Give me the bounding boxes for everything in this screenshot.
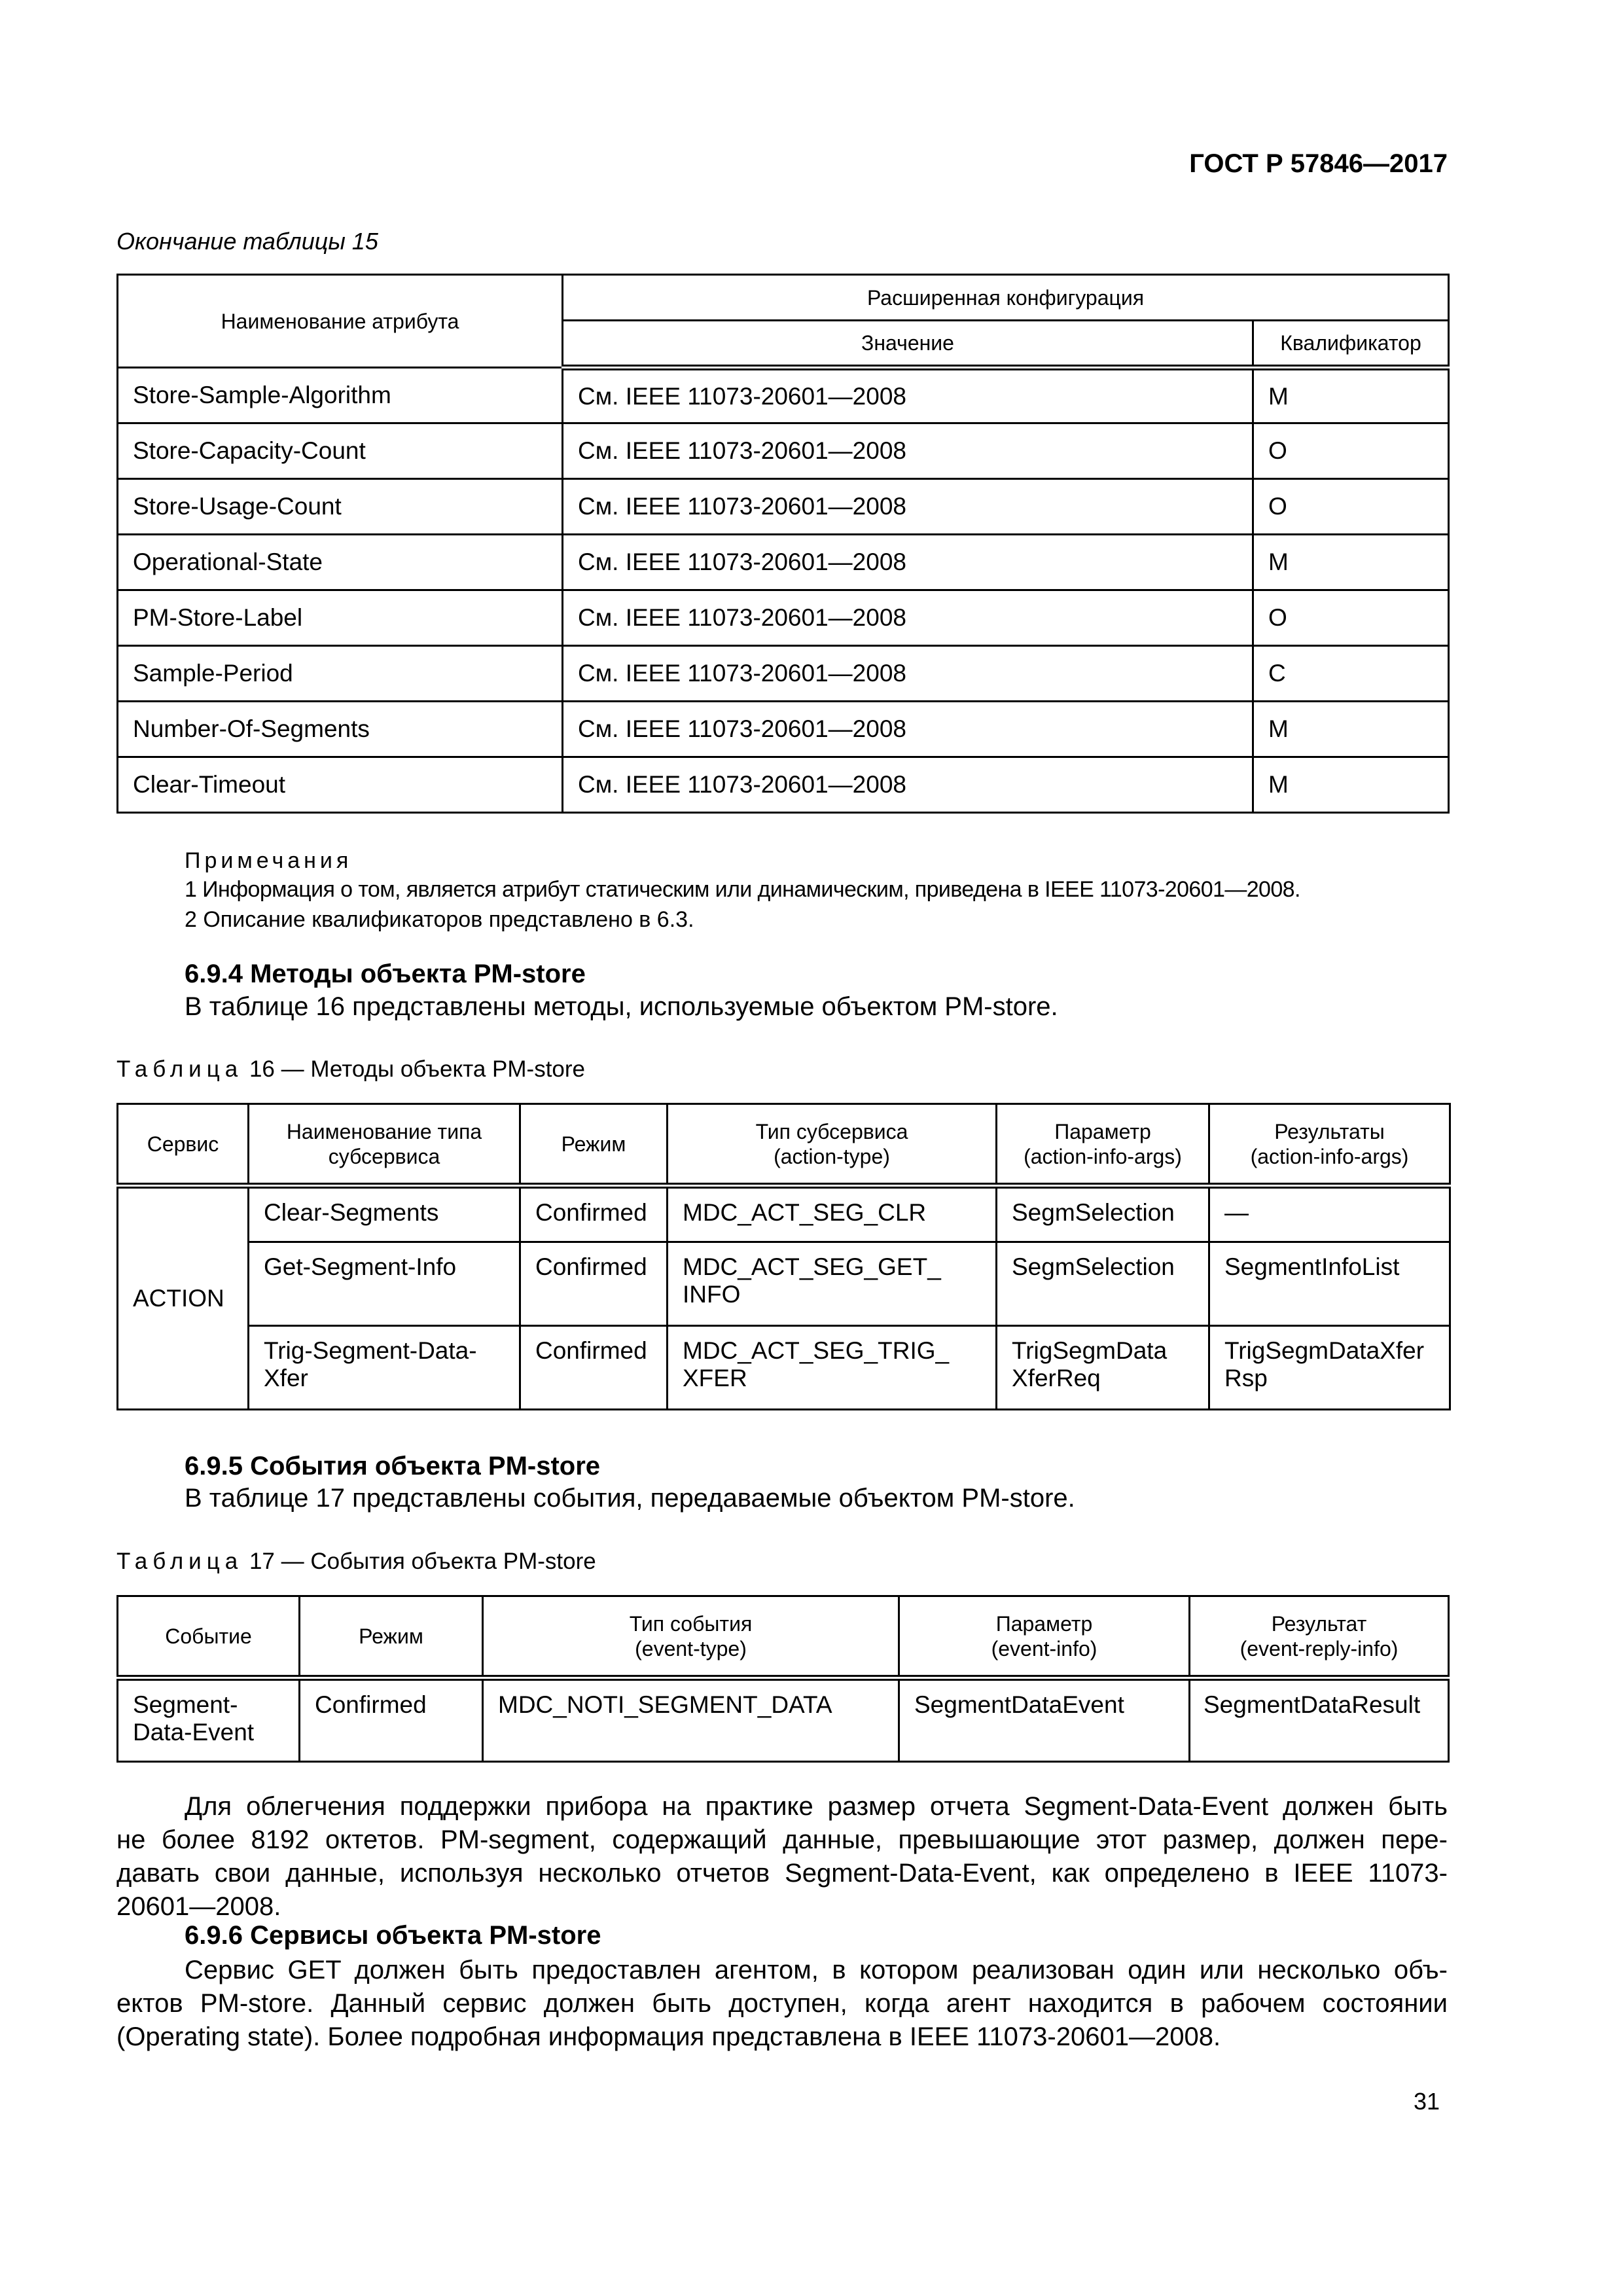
section-text-695: В таблице 17 представлены события, передаваемые объектом PM-store. (185, 1484, 1075, 1513)
table17-caption (116, 1549, 596, 1575)
table-row (118, 368, 1449, 423)
table15 (116, 274, 1450, 814)
subservice-name: Get-Segment-Info (249, 1242, 520, 1326)
attribute-name: Sample-Period (118, 646, 563, 702)
section-text-694: В таблице 16 представлены методы, используемые объектом PM-store. (185, 992, 1058, 1021)
attribute-value: См. IEEE 11073-20601—2008 (563, 702, 1253, 757)
attribute-qualifier: O (1253, 590, 1449, 646)
report-paragraph-line-2: не более 8192 октетов. PM-segment, содержащий данные, превышающие этот размер, должен пере- (116, 1825, 1448, 1854)
table17-header-mode: Режим (300, 1596, 483, 1678)
attribute-qualifier: M (1253, 368, 1449, 423)
attribute-value: См. IEEE 11073-20601—2008 (563, 479, 1253, 535)
subservice-type: MDC_ACT_SEG_GET_ INFO (668, 1242, 997, 1326)
event-parameter: SegmentDataEvent (899, 1678, 1190, 1762)
attribute-name: Number-Of-Segments (118, 702, 563, 757)
event-type: MDC_NOTI_SEGMENT_DATA (483, 1678, 899, 1762)
table-row (118, 1678, 1449, 1762)
table16-header-subservice-name: Наименование типа субсервиса (249, 1104, 520, 1186)
section-title-695: 6.9.5 События объекта PM-store (185, 1452, 601, 1480)
event-name: Segment- Data-Event (118, 1678, 300, 1762)
subservice-parameter: SegmSelection (997, 1242, 1209, 1326)
attribute-value: См. IEEE 11073-20601—2008 (563, 423, 1253, 479)
attribute-qualifier: M (1253, 535, 1449, 590)
subservice-result: TrigSegmDataXfer Rsp (1209, 1326, 1450, 1410)
subservice-type: MDC_ACT_SEG_TRIG_ XFER (668, 1326, 997, 1410)
document-code: ГОСТ Р 57846—2017 (1189, 149, 1448, 178)
section-696-line-3: (Operating state). Более подробная информация представлена в IEEE 11073-20601—2008. (116, 2022, 1221, 2051)
table-row (118, 702, 1449, 757)
subservice-parameter: TrigSegmData XferReq (997, 1326, 1209, 1410)
table16-header-mode: Режим (520, 1104, 668, 1186)
table17-caption-word: Таблица (116, 1549, 243, 1574)
table17-caption-text: 17 — События объекта PM-store (249, 1549, 596, 1574)
attribute-name: Operational-State (118, 535, 563, 590)
section-title-694: 6.9.4 Методы объекта PM-store (185, 960, 586, 988)
table15-header-group: Расширенная конфигурация (563, 275, 1449, 321)
subservice-result: SegmentInfoList (1209, 1242, 1450, 1326)
table17 (116, 1595, 1450, 1763)
table16-caption-text: 16 — Методы объекта PM-store (249, 1056, 586, 1082)
attribute-qualifier: C (1253, 646, 1449, 702)
table17-header-event-type: Тип события (event-type) (483, 1596, 899, 1678)
attribute-name: PM-Store-Label (118, 590, 563, 646)
table-row (118, 423, 1449, 479)
subservice-mode: Confirmed (520, 1186, 668, 1242)
table-row (118, 535, 1449, 590)
section-696-line-2: ектов PM-store. Данный сервис должен быть доступен, когда агент находится в рабочем состоянии (116, 1989, 1448, 2018)
subservice-mode: Confirmed (520, 1242, 668, 1326)
table-row (118, 1326, 1450, 1410)
table16-header-parameter: Параметр (action-info-args) (997, 1104, 1209, 1186)
table-row (118, 1242, 1450, 1326)
attribute-value: См. IEEE 11073-20601—2008 (563, 535, 1253, 590)
attribute-name: Store-Usage-Count (118, 479, 563, 535)
subservice-result: — (1209, 1186, 1450, 1242)
table16-header-results: Результаты (action-info-args) (1209, 1104, 1450, 1186)
note-2: 2 Описание квалификаторов представлено в 6.3. (185, 907, 694, 932)
table16-caption (116, 1056, 585, 1083)
table16 (116, 1103, 1451, 1410)
page-number: 31 (1413, 2088, 1440, 2115)
attribute-qualifier: O (1253, 423, 1449, 479)
table-row (118, 590, 1449, 646)
table-row (118, 646, 1449, 702)
table-row (118, 1186, 1450, 1242)
service-action: ACTION (118, 1186, 249, 1410)
attribute-value: См. IEEE 11073-20601—2008 (563, 757, 1253, 813)
table16-caption-word: Таблица (116, 1056, 243, 1082)
table-row (118, 479, 1449, 535)
report-paragraph-line-1: Для облегчения поддержки прибора на практике размер отчета Segment-Data-Event должен быть (185, 1792, 1448, 1821)
attribute-value: См. IEEE 11073-20601—2008 (563, 646, 1253, 702)
notes (185, 846, 352, 876)
table17-header-result: Результат (event-reply-info) (1190, 1596, 1449, 1678)
report-paragraph-line-4: 20601—2008. (116, 1892, 281, 1921)
section-title-696: 6.9.6 Сервисы объекта PM-store (185, 1921, 601, 1950)
subservice-type: MDC_ACT_SEG_CLR (668, 1186, 997, 1242)
table15-header-attribute: Наименование атрибута (118, 275, 563, 368)
subservice-name: Trig-Segment-Data- Xfer (249, 1326, 520, 1410)
notes-title: Примечания (185, 848, 353, 873)
event-result: SegmentDataResult (1190, 1678, 1449, 1762)
attribute-name: Store-Capacity-Count (118, 423, 563, 479)
subservice-parameter: SegmSelection (997, 1186, 1209, 1242)
table15-header-value: Значение (563, 321, 1253, 368)
table16-header-subservice-type: Тип субсервиса (action-type) (668, 1104, 997, 1186)
attribute-name: Store-Sample-Algorithm (118, 368, 563, 423)
attribute-value: См. IEEE 11073-20601—2008 (563, 590, 1253, 646)
attribute-name: Clear-Timeout (118, 757, 563, 813)
table17-header-event: Событие (118, 1596, 300, 1678)
subservice-mode: Confirmed (520, 1326, 668, 1410)
event-mode: Confirmed (300, 1678, 483, 1762)
attribute-qualifier: M (1253, 757, 1449, 813)
note-1: 1 Информация о том, является атрибут статическим или динамическим, приведена в IEEE 11073-20601—2008. (185, 877, 1300, 902)
table16-header-service: Сервис (118, 1104, 249, 1186)
attribute-value: См. IEEE 11073-20601—2008 (563, 368, 1253, 423)
section-696-line-1: Сервис GET должен быть предоставлен агентом, в котором реализован один или несколько объ- (185, 1956, 1448, 1984)
report-paragraph-line-3: давать свои данные, используя несколько отчетов Segment-Data-Event, как определено в IEEE 11073- (116, 1859, 1448, 1888)
table15-caption: Окончание таблицы 15 (116, 228, 378, 255)
attribute-qualifier: O (1253, 479, 1449, 535)
table-row (118, 757, 1449, 813)
subservice-name: Clear-Segments (249, 1186, 520, 1242)
table17-header-parameter: Параметр (event-info) (899, 1596, 1190, 1678)
attribute-qualifier: M (1253, 702, 1449, 757)
table15-header-qualifier: Квалификатор (1253, 321, 1449, 368)
